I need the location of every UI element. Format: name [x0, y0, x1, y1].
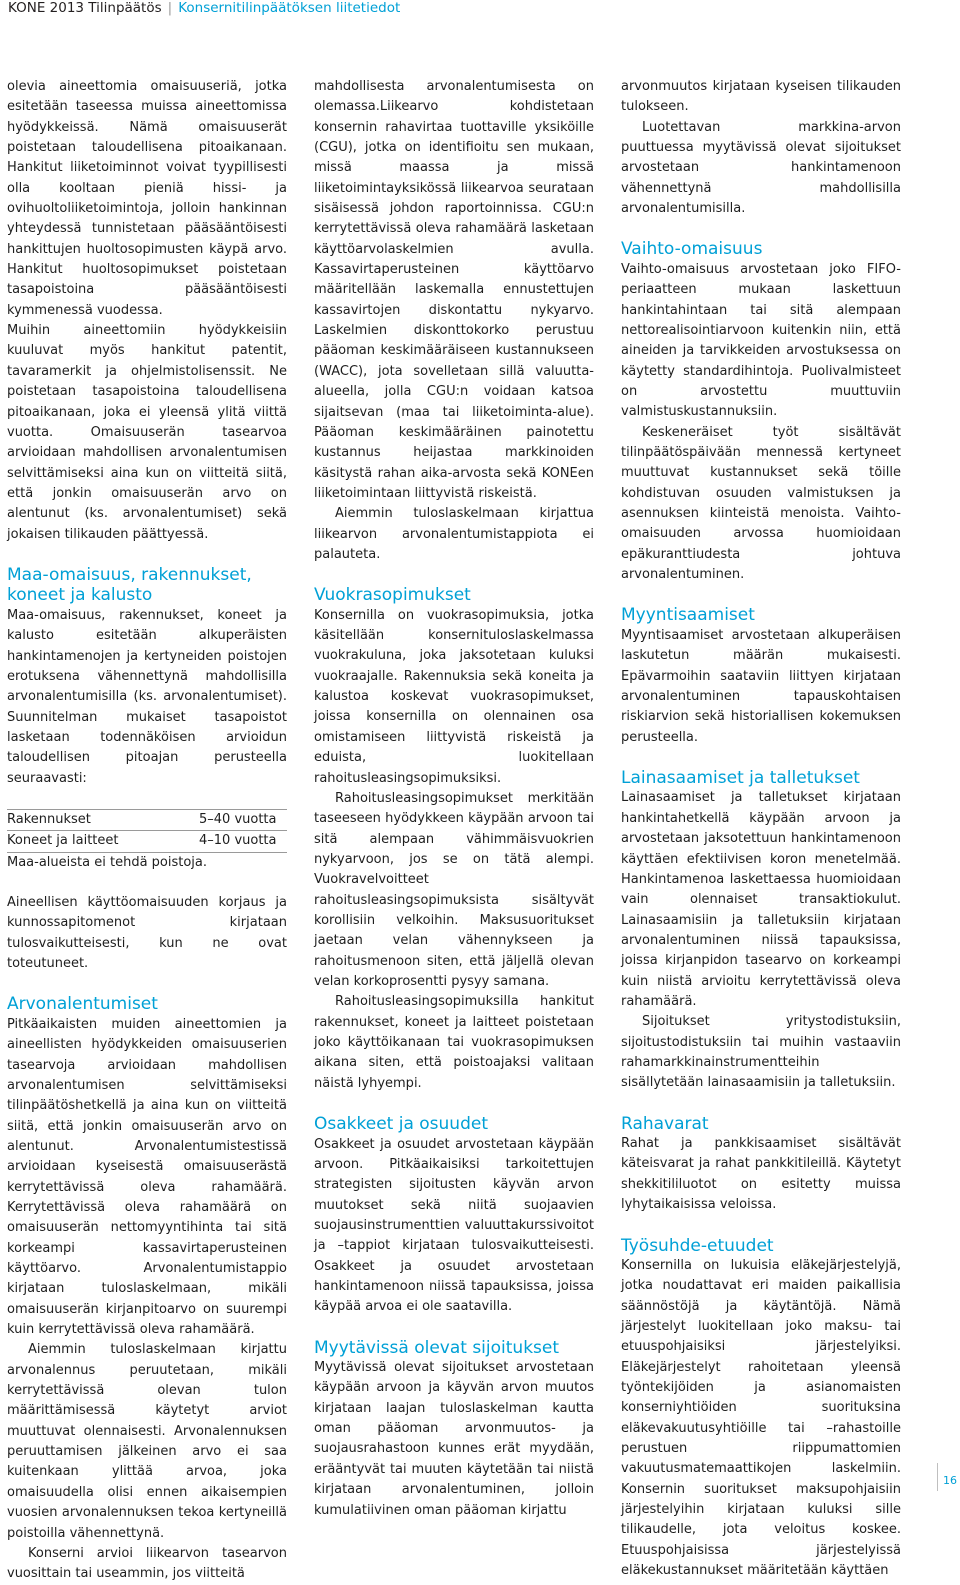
table-cell-value: 4–10 vuotta: [199, 831, 287, 852]
paragraph: Osakkeet ja osuudet arvostetaan käypään arvoon. Pitkäaikaisiksi tarkoitettujen strategisten sijoitusten käyvän arvon muutokset sekä niitä suojaavien suojausinstrumenttien valuuttakurssivoitot ja –tappiot kirjataan tulosvaikutteisesti. Osakkeet ja osuudet arvostetaan hankintamenoon niissä tapauksissa, joissa käypää arvoa ei ole saatavilla.: [314, 1136, 594, 1315]
paragraph: arvonmuutos kirjataan kyseisen tilikauden tulokseen.: [621, 79, 901, 115]
paragraph: mahdollisesta arvonalentumisesta on olemassa.Liikearvo kohdistetaan konsernin rahavirtaa tuottaville yksiköille (CGU), jotka on identifioitu sen mukaan, missä maassa ja missä liiketoimintayksikössä liikearvoa seurataan sisäisessä johdon raportoinnissa. CGU:n kerrytettävissä oleva rahamäärä lasketaan käyttöarvolaskelmien avulla. Kassavirtaperusteinen käyttöarvo määritellään laskemalla ennustettujen kassavirtojen diskontattu nykyarvo. Laskelmien diskonttokorko perustuu pääoman keskimääräiseen kustannukseen (WACC), jota sovelletaan sillä valuutta-alueella, jolla CGU:n voidaan katsoa sijaitsevan (maa tai liiketoiminta-alue). Pääoman keskimääräinen painotettu kustannus heijastaa markkinoiden käsitystä rahan aika-arvosta sekä KONEen liiketoimintaan liittyvistä riskeistä.: [314, 79, 594, 501]
section-heading-inventories: Vaihto-omaisuus: [621, 239, 763, 260]
paragraph: Maa-omaisuus, rakennukset, koneet ja kalusto esitetään alkuperäisten hankintamenojen ja kertyneiden poistojen erotuksena vähennettynä mahdollisilla arvonalentumisilla (ks. arvonalentumiset). Suunnitelman mukaiset tasapoistot lasketaan todennäköisen arvioidun taloudellisen pitoajan perusteella seuraavasti:: [7, 607, 287, 786]
section-title: Konsernitilinpäätöksen liitetiedot: [178, 0, 401, 16]
paragraph: Rahoitusleasingsopimukset merkitään taseeseen hyödykkeen käypään arvoon tai sitä alempaan vähimmäisvuokrien nykyarvoon, jos se on tätä alempi. Vuokravelvoitteet rahoitusleasingsopimuksista sisältyvät korollisiin velkoihin. Maksusuoritukset jaetaan velan vähennykseen ja rahoitusmenoon siten, että jäljellä olevan velan korkoprosentti pysyy samana.: [314, 790, 594, 989]
paragraph: Aiemmin tuloslaskelmaan kirjattua liikearvon arvonalentumistappiota ei palauteta.: [314, 506, 594, 562]
section-heading-shares: Osakkeet ja osuudet: [314, 1114, 488, 1134]
paragraph: Aineellisen käyttöomaisuuden korjaus ja kunnossapitomenot kirjataan tulosvaikutteisesti, kun ne ovat toteutuneet.: [7, 895, 287, 972]
section-heading-cash: Rahavarat: [621, 1113, 709, 1134]
paragraph: Muihin aineettomiin hyödykkeisiin kuuluvat myös hankitut patentit, tavaramerkit ja ohjelmistolisenssit. Ne poistetaan tasapoistoina taloudellisena pitoaikanaan, joka ei yleensä ylitä viittä vuotta. Omaisuuserän tasearvoa arvioidaan mahdollisen arvonalentumisen selvittämiseksi aina kun on viitteitä siitä, että jonkin omaisuuserän arvo on alentunut (ks. arvonalentumiset) sekä jokaisen tilikauden päättyessä.: [7, 323, 287, 542]
section-heading-leases: Vuokrasopimukset: [314, 585, 471, 606]
depreciation-table: [7, 809, 287, 853]
text-column-3: [621, 77, 901, 1582]
section-heading-impairments: Arvonalentumiset: [7, 994, 158, 1015]
table-cell-label: Koneet ja laitteet: [7, 831, 199, 852]
paragraph: olevia aineettomia omaisuuseriä, jotka esitetään taseessa muissa aineettomissa hyödykkeissä. Nämä omaisuuserät poistetaan taloudellisena pitoaikanaan. Hankitut liiketoiminnot voivat tyypillisesti olla kooltaan pieniä hissi- ja ovihuoltoliiketoimintoja, jolloin hankinnan yhteydessä tunnistetaan pääsääntöisesti hankittujen huoltosopimusten käypä arvo. Hankitut huoltosopimukset poistetaan tasapoistoina pääsääntöisesti kymmenessä vuodessa.: [7, 79, 287, 318]
table-note: Maa-alueista ei tehdä poistoja.: [7, 854, 208, 870]
paragraph: Lainasaamiset ja talletukset kirjataan hankintahetkellä käypään arvoon ja arvostetaan jaksotettuun hankintamenoon käyttäen efektiivisen koron menetelmää. Hankintamenoa laskettaessa huomioidaan vain olennaiset transaktiokulut. Lainasaamisiin ja talletuksiin kirjataan arvonalentuminen niissä tapauksissa, joissa kirjanpidon tasearvo on korkeampi kuin niistä arvioitu kerrytettävissä oleva rahamäärä.: [621, 790, 901, 1009]
paragraph: Pitkäaikaisten muiden aineettomien ja aineellisten hyödykkeiden omaisuuserien tasearvoja arvioidaan mahdollisen arvonalentumisen selvittämiseksi tilinpäätöshetkellä ja aina kun on viitteitä siitä, että jonkin omaisuuserän arvo on alentunut. Arvonalentumistestissä arvioidaan kyseisestä omaisuuserästä kerrytettävissä oleva rahamäärä. Kerrytettävissä oleva rahamäärä on omaisuuserän nettomyyntihinta tai sitä korkeampi kassavirtaperusteinen käyttöarvo. Arvonalentumistappio kirjataan tuloslaskelmaan, mikäli omaisuuserän kirjanpitoarvo on suurempi kuin kerrytettävissä oleva rahamäärä.: [7, 1016, 287, 1338]
paragraph: Aiemmin tuloslaskelmaan kirjattu arvonalennus peruutetaan, mikäli kerrytettävissä olevan tulon määrittämisessä käytetyt arviot muuttuvat olennaisesti. Arvonalennuksen peruuttamisen jälkeinen arvo ei saa kuitenkaan ylittää arvoa, joka omaisuudella olisi ennen aikaisempien vuosien arvonalennuksen tekoa kertyneillä poistoilla vähennettynä.: [7, 1342, 287, 1541]
section-heading-receivables: Myyntisaamiset: [621, 605, 755, 626]
paragraph: Luotettavan markkina-arvon puuttuessa myytävissä olevat sijoitukset arvostetaan hankintamenoon vähennettynä mahdollisilla arvonalentumisilla.: [621, 119, 901, 217]
paragraph: Konserni arvioi liikearvon tasearvon vuosittain tai useammin, jos viitteitä: [7, 1545, 287, 1582]
paragraph: Keskeneräiset työt sisältävät tilinpäätöspäivään mennessä kertyneet muuttuvat kustannukset sekä töille kohdistuvan osuuden valmistuksen ja asennuksen kiinteistä menoista. Vaihto-omaisuuden arvossa huomioidaan epäkuranttiudesta johtuva arvonalentuminen.: [621, 424, 901, 583]
table-cell-label: Rakennukset: [7, 810, 199, 831]
paragraph: Sijoitukset yritystodistuksiin, sijoitustodistuksiin tai muihin vastaaviin rahamarkkinainstrumentteihin sisällytetään lainasaamisiin ja talletuksiin.: [621, 1014, 901, 1091]
page-number: 16: [943, 1474, 957, 1487]
table-row: [7, 831, 287, 852]
paragraph: Rahat ja pankkisaamiset sisältävät käteisvarat ja rahat pankkitileillä. Käytetyt shekkitililuotot on esitetty muissa lyhytaikaisissa veloissa.: [621, 1136, 901, 1213]
paragraph: Konsernilla on vuokrasopimuksia, jotka käsitellään konsernituloslaskelmassa vuokrakuluna, joka jaksotetaan kuluksi vuokraajalle. Rakennuksia sekä koneita ja kalustoa koskevat vuokrasopimukset, joissa konsernilla on olennainen osa omistamiseen liittyvistä riskeistä ja eduista, luokitellaan rahoitusleasingsopimuksiksi.: [314, 607, 594, 786]
report-title: KONE 2013 Tilinpäätös: [8, 0, 162, 16]
page-header: [8, 0, 400, 18]
text-column-1: [7, 77, 287, 1585]
table-row: [7, 810, 287, 831]
section-heading-land-buildings: Maa-omaisuus, rakennukset, koneet ja kalusto: [7, 564, 252, 606]
paragraph: Rahoitusleasingsopimuksilla hankitut rakennukset, koneet ja laitteet poistetaan joko käyttöikanaan tai vuokrasopimuksen aikana siten, että poistoajaksi valitaan näistä lyhyempi.: [314, 994, 594, 1091]
paragraph: Myytävissä olevat sijoitukset arvostetaan käypään arvoon ja käyvän arvon muutos kirjataan laajan tuloslaskelman kautta oman pääoman arvonmuutos- ja suojausrahastoon kunnes erät myydään, erääntyvät tai muuten käytetään tai niistä kirjataan arvonalentuminen, jolloin kumulatiivinen oman pääoman kirjattu: [314, 1360, 594, 1518]
header-separator: |: [167, 0, 173, 16]
table-cell-value: 5–40 vuotta: [199, 810, 287, 831]
section-heading-available-for-sale: Myytävissä olevat sijoitukset: [314, 1337, 560, 1358]
paragraph: Vaihto-omaisuus arvostetaan joko FIFO-periaatteen mukaan laskettuun hankintahintaan tai sitä alempaan nettorealisointiarvoon kuitenkin niin, että aineiden ja tarvikkeiden arvostuksessa on käytetty standardihintoja. Puolivalmisteet on arvostettu muuttuviin valmistuskustannuksiin.: [621, 261, 901, 420]
text-column-2: [314, 77, 594, 1521]
section-heading-loans: Lainasaamiset ja talletukset: [621, 767, 860, 788]
paragraph: Myyntisaamiset arvostetaan alkuperäisen laskutetun määrän mukaisesti. Epävarmoihin saataviin liittyen kirjataan arvonalentuminen tapauskohtaisen riskiarvion sekä historiallisen kokemuksen perusteella.: [621, 627, 901, 745]
paragraph: Konsernilla on lukuisia eläkejärjestelyjä, jotka noudattavat eri maiden paikallisia säännöstöjä ja käytäntöjä. Nämä järjestelyt luokitellaan joko maksu- tai etuuspohjaisiksi järjestelyiksi. Eläkejärjestelyt rahoitetaan yleensä työntekijöiden ja asianomaisten konserniyhtiöiden suorituksina eläkevakuutusyhtiöille tai –rahastoille perustuen riippumattomien vakuutusmatemaattikojen laskelmiin. Konsernin suoritukset maksupohjaisiin järjestelyihin kirjataan kuluksi sille tilikaudelle, jota veloitus koskee. Etuuspohjaisissa järjestelyissä eläkekustannukset määritetään käyttäen: [621, 1258, 901, 1579]
section-heading-employee-benefits: Työsuhde-etuudet: [621, 1235, 774, 1256]
